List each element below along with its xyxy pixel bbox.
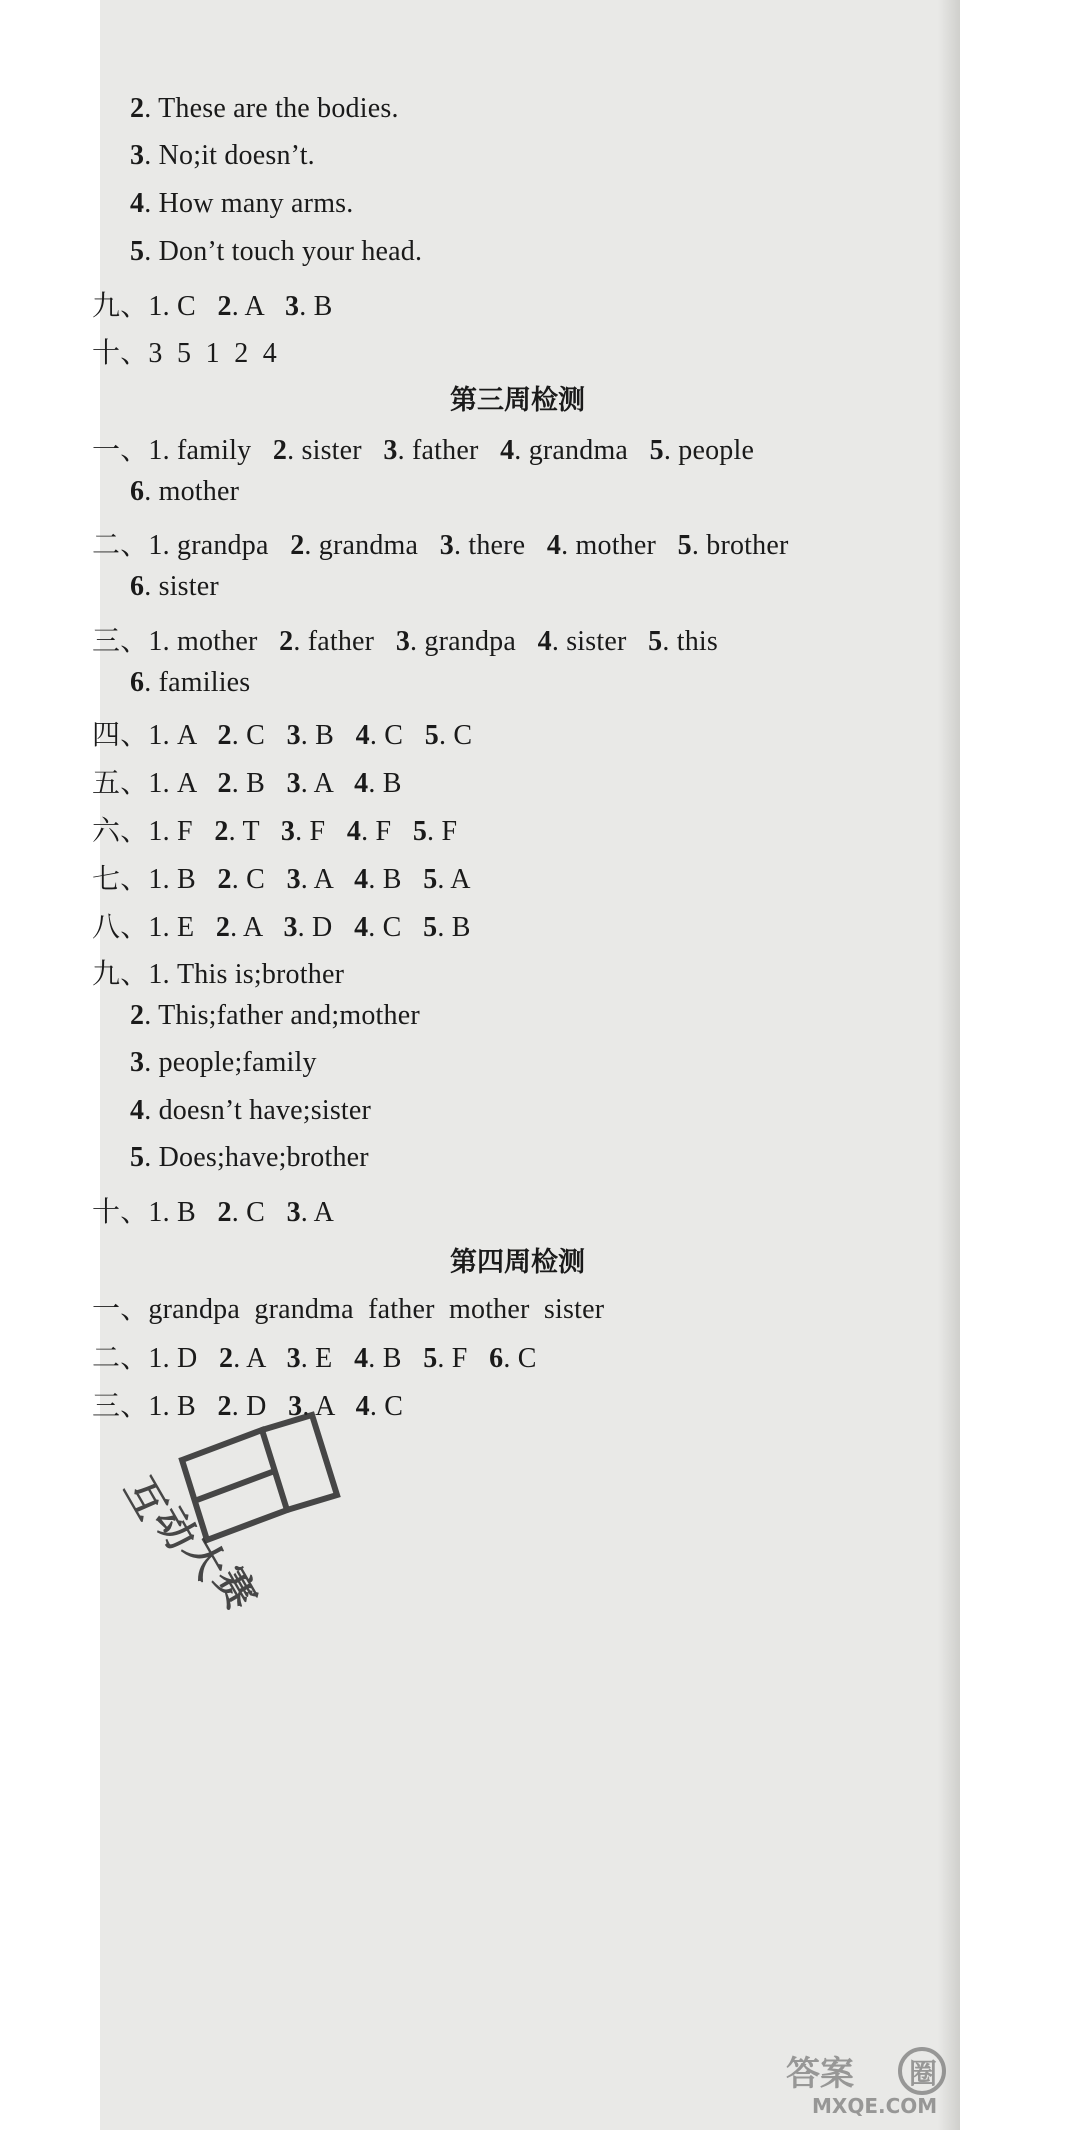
item-number: 5 <box>130 236 145 267</box>
answer-line <box>92 523 789 563</box>
item-number: 3 <box>383 435 398 466</box>
answer-text: . grandma <box>304 530 440 561</box>
answer-text: . sister <box>144 571 219 602</box>
answer-line <box>92 713 472 753</box>
item-number: 5 <box>423 1343 438 1374</box>
page-fold-shadow <box>938 0 960 2130</box>
item-number: 4 <box>500 435 515 466</box>
answer-text: . B <box>299 291 333 322</box>
answer-text: 六、1. F <box>92 816 215 847</box>
answer-line <box>130 667 250 699</box>
answer-text: . families <box>144 667 251 698</box>
answer-text: . grandma <box>514 435 650 466</box>
answer-text: . people <box>663 435 755 466</box>
answer-text: . E <box>300 1343 355 1374</box>
answer-text: 一、grandpa grandma father mother sister <box>92 1294 605 1325</box>
svg-text:答案: 答案 <box>786 2054 854 2094</box>
item-number: 5 <box>648 626 663 657</box>
answer-text: 二、1. D <box>92 1343 220 1374</box>
answer-text: . B <box>368 864 424 895</box>
item-number: 5 <box>649 435 664 466</box>
item-number: 3 <box>286 720 301 751</box>
handwritten-stamp-mark <box>112 1390 372 1620</box>
item-number: 4 <box>130 188 145 219</box>
answer-text: . B <box>300 720 356 751</box>
answer-line <box>92 761 402 801</box>
answer-text: . This;father and;mother <box>144 1000 420 1031</box>
item-number: 2 <box>217 720 232 751</box>
svg-text:互: 互 <box>114 1469 175 1528</box>
item-number: 3 <box>395 626 411 657</box>
item-number: 2 <box>217 1197 232 1228</box>
answer-text: . F <box>437 1343 490 1374</box>
answer-text: . C <box>368 912 424 943</box>
item-number: 5 <box>412 816 428 847</box>
item-number: 2 <box>130 1000 145 1031</box>
item-number: 6 <box>489 1343 504 1374</box>
answer-text: . A <box>233 1343 287 1374</box>
section-heading: 第三周检测 <box>450 385 585 416</box>
item-number: 5 <box>423 864 438 895</box>
answer-line <box>92 1190 334 1230</box>
left-margin <box>0 0 100 2130</box>
answer-text: 十、3 5 1 2 4 <box>92 338 278 369</box>
item-number: 3 <box>280 816 296 847</box>
item-number: 3 <box>286 1197 301 1228</box>
answer-line <box>92 1336 537 1376</box>
answer-line <box>92 619 718 659</box>
answer-text: 九、1. C <box>92 291 218 322</box>
item-number: 4 <box>537 626 552 657</box>
answer-text: . C <box>369 1391 404 1422</box>
item-number: 4 <box>355 720 370 751</box>
answer-text: 二、1. grandpa <box>92 530 291 561</box>
answer-text: . sister <box>287 435 384 466</box>
answer-text: . D <box>231 1391 289 1422</box>
item-number: 3 <box>283 912 298 943</box>
item-number: 3 <box>286 768 301 799</box>
item-number: 4 <box>355 1391 370 1422</box>
answer-line <box>92 1384 403 1424</box>
answer-text: . C <box>369 720 425 751</box>
right-margin <box>960 0 1080 2130</box>
answer-text: . B <box>368 1343 424 1374</box>
site-watermark-logo <box>782 2045 952 2120</box>
item-number: 4 <box>354 864 369 895</box>
answer-text: . A <box>437 864 471 895</box>
answer-text: . father <box>293 626 396 657</box>
svg-text:圈: 圈 <box>909 2057 938 2090</box>
answer-text: . C <box>503 1343 537 1374</box>
answer-line <box>130 476 239 508</box>
item-number: 3 <box>286 864 301 895</box>
item-number: 2 <box>130 93 145 124</box>
answer-text: . B <box>368 768 402 799</box>
answer-text: . No;it doesn’t. <box>144 140 315 171</box>
answer-text: . How many arms. <box>144 188 354 219</box>
item-number: 4 <box>130 1095 145 1126</box>
answer-text: . there <box>453 530 547 561</box>
answer-text: . F <box>361 816 413 847</box>
answer-line <box>130 188 353 220</box>
answer-text: 三、1. mother <box>92 626 280 657</box>
answer-text: . A <box>230 912 284 943</box>
item-number: 2 <box>217 768 232 799</box>
item-number: 3 <box>439 530 454 561</box>
svg-text:MXQE.COM: MXQE.COM <box>812 2094 938 2118</box>
answer-text: . doesn’t have;sister <box>144 1095 372 1126</box>
section-heading: 第四周检测 <box>450 1247 585 1278</box>
item-number: 2 <box>217 291 232 322</box>
item-number: 2 <box>214 816 229 847</box>
answer-text: . mother <box>561 530 678 561</box>
answer-text: . B <box>437 912 471 943</box>
answer-text: 三、1. B <box>92 1391 218 1422</box>
item-number: 6 <box>130 571 145 602</box>
answer-line <box>130 571 219 603</box>
answer-text: 一、1. family <box>92 435 273 466</box>
item-number: 4 <box>354 912 369 943</box>
answer-line <box>92 428 754 468</box>
svg-text:动: 动 <box>144 1499 205 1558</box>
svg-text:大: 大 <box>174 1529 235 1588</box>
answer-line <box>130 140 315 172</box>
answer-line <box>130 1047 317 1079</box>
item-number: 3 <box>288 1391 303 1422</box>
answer-text: . A <box>300 864 355 895</box>
item-number: 2 <box>217 864 232 895</box>
answer-line <box>130 1000 420 1032</box>
answer-text: . A <box>302 1391 356 1422</box>
answer-line <box>92 809 457 849</box>
answer-line <box>130 1095 371 1127</box>
item-number: 4 <box>354 768 369 799</box>
answer-line <box>130 93 399 125</box>
answer-text: . A <box>300 768 355 799</box>
answer-text: . C <box>438 720 473 751</box>
answer-line <box>130 1142 369 1174</box>
svg-text:赛: 赛 <box>204 1559 265 1618</box>
item-number: 4 <box>354 1343 369 1374</box>
answer-text: 九、1. This is;brother <box>92 959 345 990</box>
answer-text: . A <box>300 1197 335 1228</box>
item-number: 2 <box>217 1391 232 1422</box>
item-number: 5 <box>423 912 438 943</box>
item-number: 5 <box>424 720 439 751</box>
answer-text: . brother <box>691 530 789 561</box>
item-number: 5 <box>677 530 692 561</box>
answer-text: . C <box>231 864 287 895</box>
answer-line <box>92 284 333 324</box>
item-number: 5 <box>130 1142 145 1173</box>
answer-text: . A <box>231 291 286 322</box>
item-number: 6 <box>130 476 145 507</box>
answer-line <box>92 1287 604 1327</box>
item-number: 2 <box>272 435 288 466</box>
answer-text: . father <box>397 435 501 466</box>
item-number: 3 <box>130 1047 145 1078</box>
answer-text: . Does;have;brother <box>144 1142 369 1173</box>
answer-text: . F <box>427 816 458 847</box>
answer-text: . These are the bodies. <box>144 93 399 124</box>
answer-text: 四、1. A <box>92 720 218 751</box>
item-number: 2 <box>219 1343 234 1374</box>
answer-text: 七、1. B <box>92 864 218 895</box>
answer-line <box>92 905 471 945</box>
item-number: 2 <box>290 530 305 561</box>
answer-text: . grandpa <box>410 626 538 657</box>
answer-text: 五、1. A <box>92 768 218 799</box>
item-number: 3 <box>286 1343 301 1374</box>
answer-text: . F <box>295 816 347 847</box>
item-number: 3 <box>285 291 300 322</box>
answer-text: 八、1. E <box>92 912 216 943</box>
answer-text: . B <box>231 768 287 799</box>
answer-text: . people;family <box>144 1047 317 1078</box>
item-number: 4 <box>546 530 562 561</box>
answer-line <box>92 857 471 897</box>
answer-line <box>130 236 422 268</box>
answer-text: 十、1. B <box>92 1197 218 1228</box>
item-number: 2 <box>279 626 294 657</box>
answer-text: . Don’t touch your head. <box>144 236 423 267</box>
answer-text: . D <box>297 912 355 943</box>
answer-line <box>92 952 344 992</box>
answer-text: . C <box>231 1197 287 1228</box>
answer-text: . T <box>228 816 281 847</box>
answer-line <box>92 331 277 371</box>
item-number: 2 <box>215 912 231 943</box>
item-number: 4 <box>346 816 362 847</box>
item-number: 3 <box>130 140 145 171</box>
answer-text: . sister <box>551 626 649 657</box>
answer-text: . mother <box>144 476 240 507</box>
answer-text: . C <box>231 720 287 751</box>
item-number: 6 <box>130 667 145 698</box>
answer-text: . this <box>662 626 718 657</box>
